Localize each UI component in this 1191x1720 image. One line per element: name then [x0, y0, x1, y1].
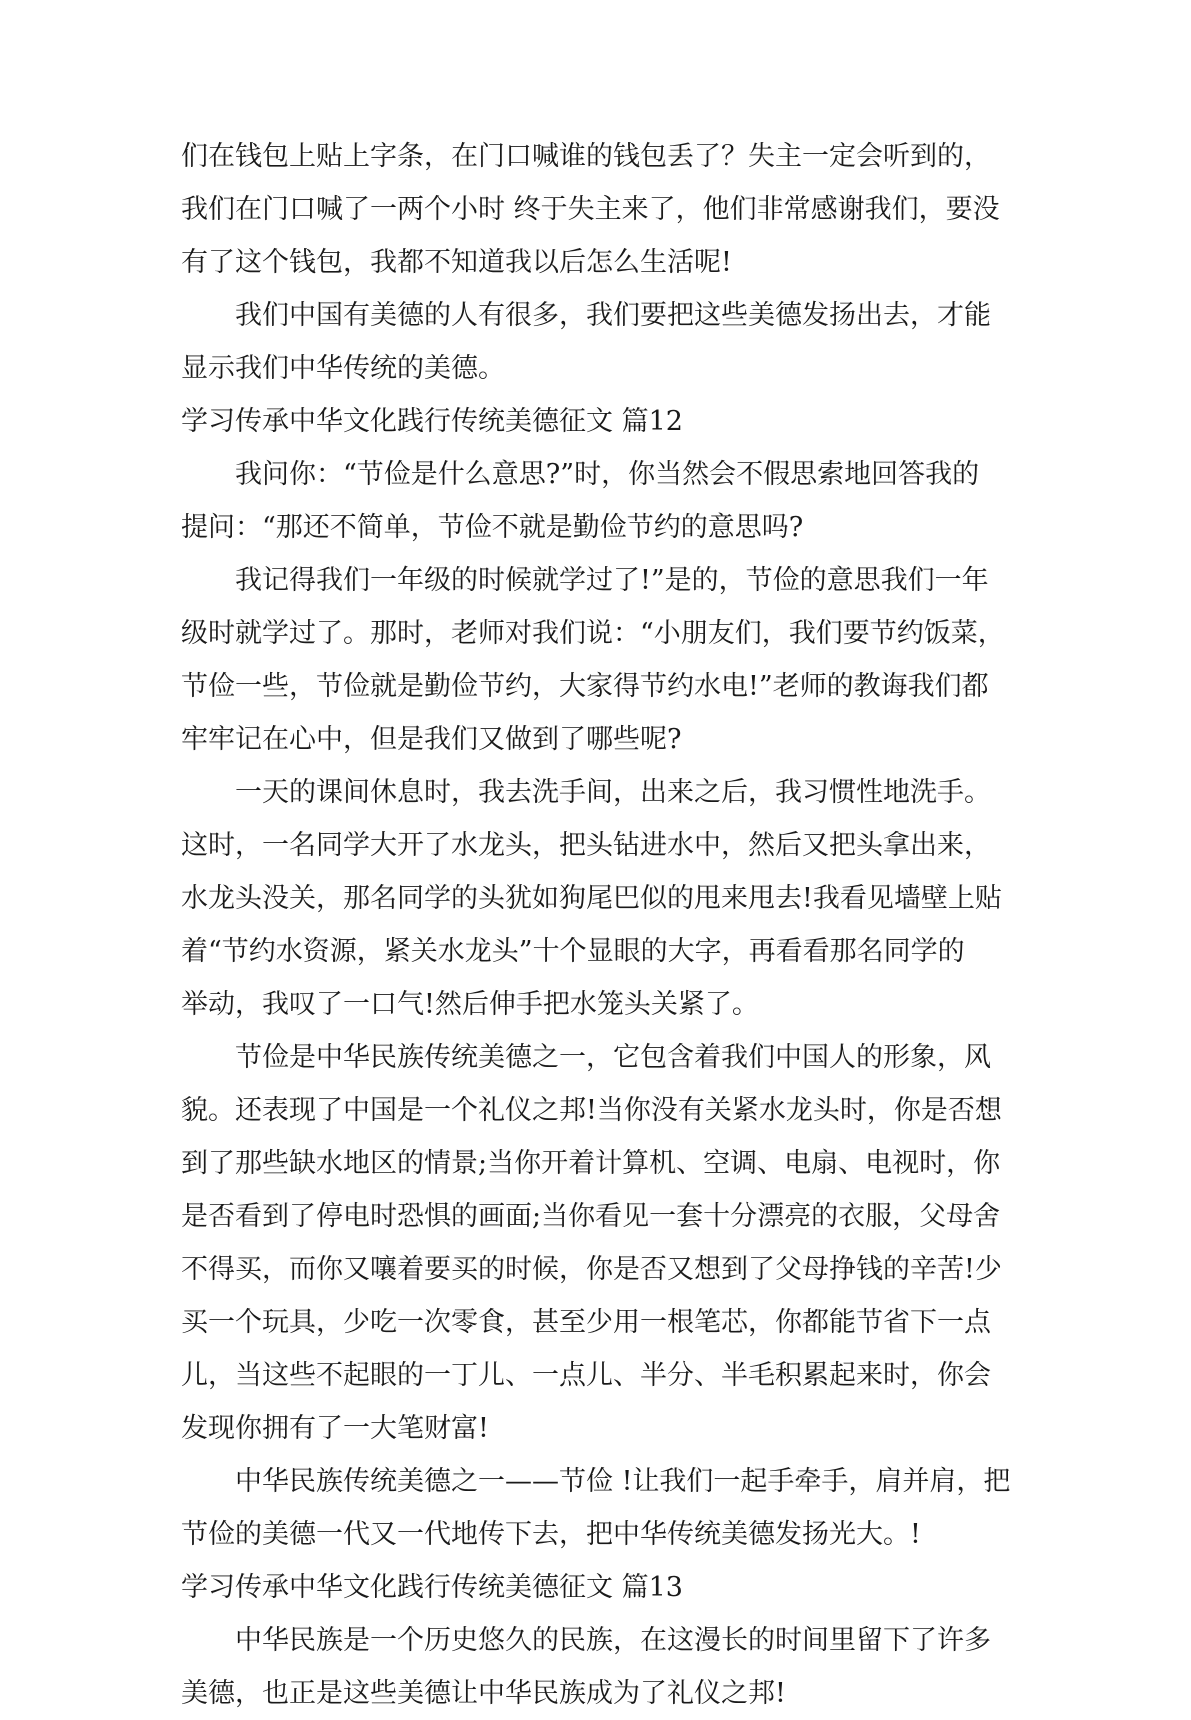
section-heading: 学习传承中华文化践行传统美德征文 篇13 — [181, 1572, 683, 1603]
text-line: 有了这个钱包，我都不知道我以后怎么生活呢! — [181, 247, 732, 278]
text-line: 到了那些缺水地区的情景;当你开着计算机、空调、电扇、电视时，你 — [181, 1148, 1001, 1179]
text-line: 是否看到了停电时恐惧的画面;当你看见一套十分漂亮的衣服，父母舍 — [181, 1201, 1001, 1232]
text-line: 儿，当这些不起眼的一丁儿、一点儿、半分、半毛积累起来时，你会 — [181, 1360, 991, 1391]
text-line: 这时，一名同学大开了水龙头，把头钻进水中，然后又把头拿出来， — [181, 830, 991, 861]
text-line: 节俭一些，节俭就是勤俭节约，大家得节约水电!”老师的教诲我们都 — [181, 671, 989, 702]
paragraph-first-line: 中华民族传统美德之一——节俭 !让我们一起手牵手，肩并肩，把 — [235, 1466, 1011, 1497]
paragraph-first-line: 一天的课间休息时，我去洗手间，出来之后，我习惯性地洗手。 — [235, 777, 991, 808]
text-line: 水龙头没关，那名同学的头犹如狗尾巴似的甩来甩去!我看见墙壁上贴 — [181, 883, 1002, 914]
text-line: 美德，也正是这些美德让中华民族成为了礼仪之邦! — [181, 1678, 786, 1709]
paragraph-first-line: 我记得我们一年级的时候就学过了!”是的，节俭的意思我们一年 — [235, 565, 989, 596]
paragraph-first-line: 中华民族是一个历史悠久的民族，在这漫长的时间里留下了许多 — [235, 1625, 991, 1656]
text-line: 不得买，而你又嚷着要买的时候，你是否又想到了父母挣钱的辛苦!少 — [181, 1254, 1002, 1285]
section-heading: 学习传承中华文化践行传统美德征文 篇12 — [181, 406, 683, 437]
paragraph-first-line: 我问你：“节俭是什么意思?”时，你当然会不假思索地回答我的 — [235, 459, 980, 490]
text-line: 级时就学过了。那时，老师对我们说：“小朋友们，我们要节约饭菜， — [181, 618, 1005, 649]
text-line: 貌。还表现了中国是一个礼仪之邦!当你没有关紧水龙头时，你是否想 — [181, 1095, 1002, 1126]
text-line: 提问：“那还不简单，节俭不就是勤俭节约的意思吗? — [181, 512, 804, 543]
text-line: 显示我们中华传统的美德。 — [181, 353, 505, 384]
text-line: 着“节约水资源，紧关水龙头”十个显眼的大字，再看看那名同学的 — [181, 936, 965, 967]
text-line: 牢牢记在心中，但是我们又做到了哪些呢? — [181, 724, 682, 755]
text-line: 节俭的美德一代又一代地传下去，把中华传统美德发扬光大。! — [181, 1519, 921, 1550]
paragraph-first-line: 节俭是中华民族传统美德之一，它包含着我们中国人的形象，风 — [235, 1042, 991, 1073]
text-line: 发现你拥有了一大笔财富! — [181, 1413, 489, 1444]
text-line: 举动，我叹了一口气!然后伸手把水笼头关紧了。 — [181, 989, 759, 1020]
paragraph-first-line: 我们中国有美德的人有很多，我们要把这些美德发扬出去，才能 — [235, 300, 991, 331]
text-line: 我们在门口喊了一两个小时 终于失主来了，他们非常感谢我们，要没 — [181, 194, 1000, 225]
text-line: 买一个玩具，少吃一次零食，甚至少用一根笔芯，你都能节省下一点 — [181, 1307, 991, 1338]
text-line: 们在钱包上贴上字条，在门口喊谁的钱包丢了？失主一定会听到的， — [181, 141, 991, 172]
